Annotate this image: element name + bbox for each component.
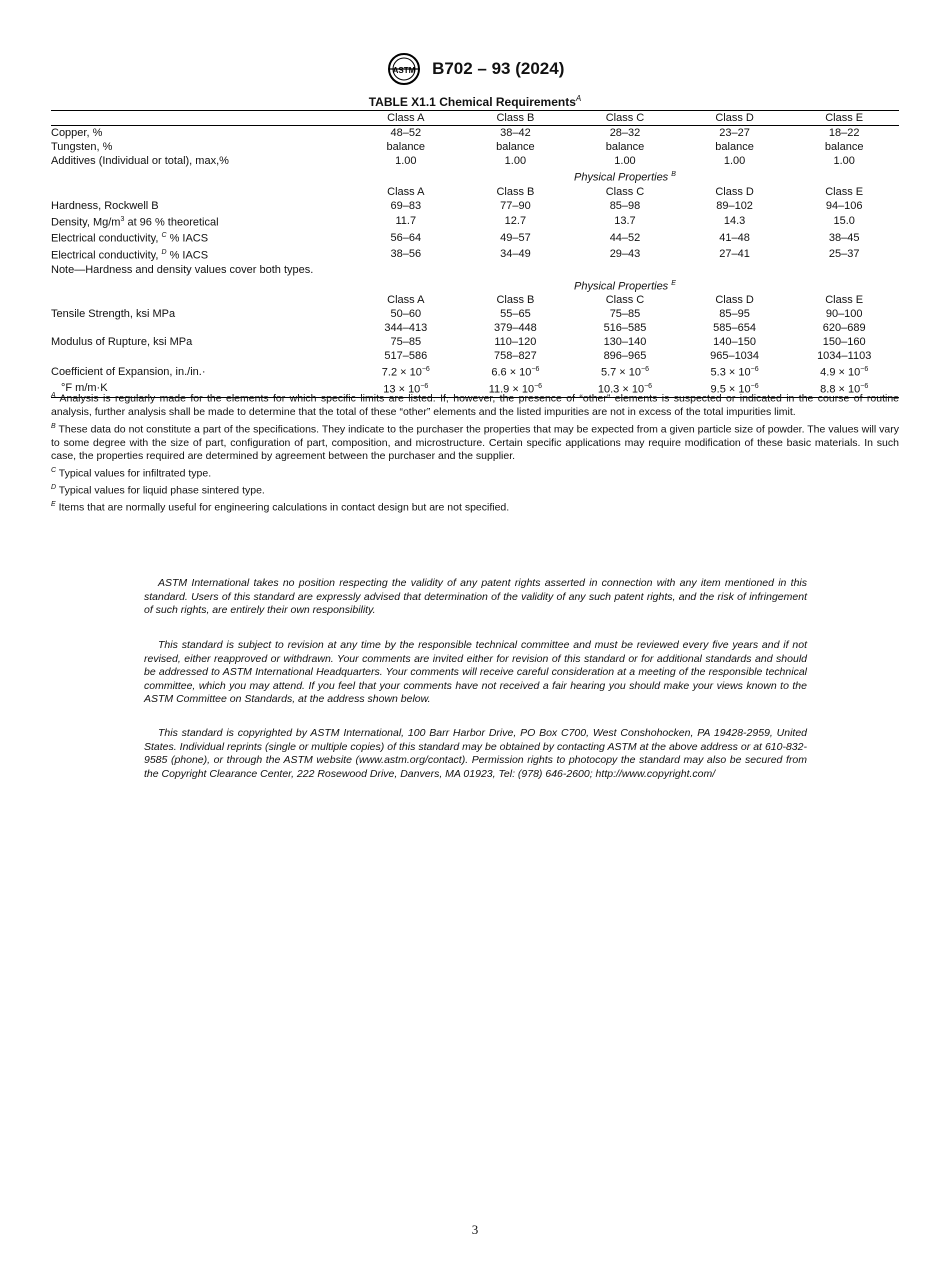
table-header-row <box>51 111 899 126</box>
footnote-b: $^B$ These data do not constitute a part of the specifications. They indicate to the purchaser the properties that may be expected from a given particle size of powder. The values will vary to some degree with the size of part, configuration of part, composition, and microstructure. Certain specific applications may require modification of these basic materials. In such case, the properties required are determined by agreement between the purchaser and the supplier. <box>51 422 899 463</box>
revision-notice: This standard is subject to revision at any time by the responsible technical committee and must be reviewed every five years and if not revised, either reapproved or withdrawn. Your comments are invited either for revision of this standard or for additional standards and should be addressed to ASTM International Headquarters. Your comments will receive careful consideration at a meeting of the responsible technical committee, which you may attend. If you feel that your comments have not received a fair hearing you should make your views known to the ASTM Committee on Standards, at the address shown below. <box>144 639 807 705</box>
patent-notice: ASTM International takes no position respecting the validity of any patent rights asserted in connection with any item mentioned in this standard. Users of this standard are expressly advised that determination of the validity of any such patent rights, and the risk of infringement of such rights, are entirely their own responsibility. <box>144 577 807 616</box>
chemical-requirements-table <box>51 110 899 398</box>
table-row: Electrical conductivity, $^C$ % IACS 56–64 49–57 44–52 41–48 38–45 <box>51 229 899 246</box>
table-row: Density, $Mg/m^3$ at 96 % theoretical 11.7 12.7 13.7 14.3 15.0 <box>51 213 899 230</box>
table-row: °F m/m·K $13 \times 10^{-6}$ $11.9 \times 10^{-6}$ $10.3 \times 10^{-6}$ $9.5 \times 10^{-6}$ $8.8 \times 10^{-6}$ <box>51 380 899 397</box>
table-row: Hardness, Rockwell B 69–83 77–90 85–98 89–102 94–106 <box>51 199 863 212</box>
row-label: Electrical conductivity, $^D$ % IACS <box>51 248 209 262</box>
column-header: Class B <box>461 111 571 126</box>
footnote-e: $^E$ Items that are normally useful for engineering calculations in contact design but are not specified. <box>51 501 510 514</box>
page-header <box>0 52 950 86</box>
class-subheader-row: Class A Class B Class C Class D Class E <box>387 294 864 307</box>
footnote-c: $^C$ Typical values for infiltrated type. <box>51 466 212 480</box>
table-row: 517–586 758–827 896–965 965–1034 1034–1103 <box>384 350 872 363</box>
row-label: Coefficient of Expansion, in./in.· <box>51 365 206 378</box>
column-header: Class A <box>351 111 461 126</box>
row-label: Tensile Strength, ksi MPa <box>51 308 176 321</box>
standard-designation: B702 – 93 (2024) <box>432 59 565 78</box>
table-row: Coefficient of Expansion, in./in.· $7.2 \times 10^{-6}$ $6.6 \times 10^{-6}$ $5.7 \times 10^{-6}$ $5.3 \times 10^{-6}$ $4.9 \times 10^{-6}$ <box>51 363 899 380</box>
footnote-a: $^A$ Analysis is regularly made for the elements for which specific limits are listed. If, however, the presence of “other” elements is suspected or indicated in the course of routine analysis, further analysis shall be made to determine that the total of these “other” elements and the listed impurities are not in excess of the total impurities limit. <box>51 392 899 419</box>
table-note: Note—Hardness and density values cover both types. <box>51 263 314 276</box>
column-header: Class C <box>570 111 680 126</box>
row-label: Hardness, Rockwell B <box>51 199 159 212</box>
table-footnotes <box>51 389 899 515</box>
row-label: Additives (Individual or total), max,% <box>51 155 229 167</box>
row-label: Copper, % <box>51 127 103 139</box>
table-row: Electrical conductivity, $^D$ % IACS 38–56 34–49 29–43 27–41 25–37 <box>51 246 899 263</box>
table-row: Tungsten, % balance balance balance balance balance <box>51 141 864 153</box>
table-note-row <box>51 263 899 277</box>
table-row: 344–413 379–448 516–585 585–654 620–689 <box>384 322 866 335</box>
column-header: Class D <box>680 111 790 126</box>
row-label: Electrical conductivity, $^C$ % IACS <box>51 232 209 245</box>
table-row: Modulus of Rupture, ksi MPa 75–85 110–120 130–140 140–150 150–160 <box>51 336 866 349</box>
row-label: Modulus of Rupture, ksi MPa <box>51 336 193 349</box>
row-label: Density, $Mg/m^3$ at 96 % theoretical <box>51 215 219 229</box>
svg-text:ASTM: ASTM <box>392 66 415 75</box>
table-row: Tensile Strength, ksi MPa 50–60 55–65 75–85 85–95 90–100 <box>51 308 863 321</box>
table-row: Copper, % 48–52 38–42 28–32 23–27 18–22 <box>51 127 860 139</box>
page-number: 3 <box>471 1222 479 1237</box>
copyright-notice: This standard is copyrighted by ASTM International, 100 Barr Harbor Drive, PO Box C700, West Conshohocken, PA 19428-2959, United States. Individual reprints (single or multiple copies) of this standard may be obtained by contacting ASTM at the above address or at 610-832-9585 (phone), or through the ASTM website (www.astm.org/contact). Permission rights to photocopy the standard may also be secured from the Copyright Clearance Center, 222 Rosewood Drive, Danvers, MA 01923, Tel: (978) 646-2600; http://www.copyright.com/ <box>144 727 807 780</box>
footnote-d: $^D$ Typical values for liquid phase sintered type. <box>51 484 265 497</box>
section-subheading: Physical Properties $^E$ <box>574 279 676 293</box>
table-title: TABLE X1.1 Chemical Requirements$^A$ <box>368 94 582 109</box>
class-subheader-row: Class A Class B Class C Class D Class E <box>387 185 864 198</box>
column-header: Class E <box>789 111 899 126</box>
section-subheading: Physical Properties $^B$ <box>574 171 676 184</box>
row-label: Tungsten, % <box>51 141 113 153</box>
table-row: Additives (Individual or total), max,% 1.00 1.00 1.00 1.00 1.00 <box>51 155 855 167</box>
astm-logo-icon <box>386 52 422 86</box>
row-label: °F m/m·K <box>51 380 351 397</box>
